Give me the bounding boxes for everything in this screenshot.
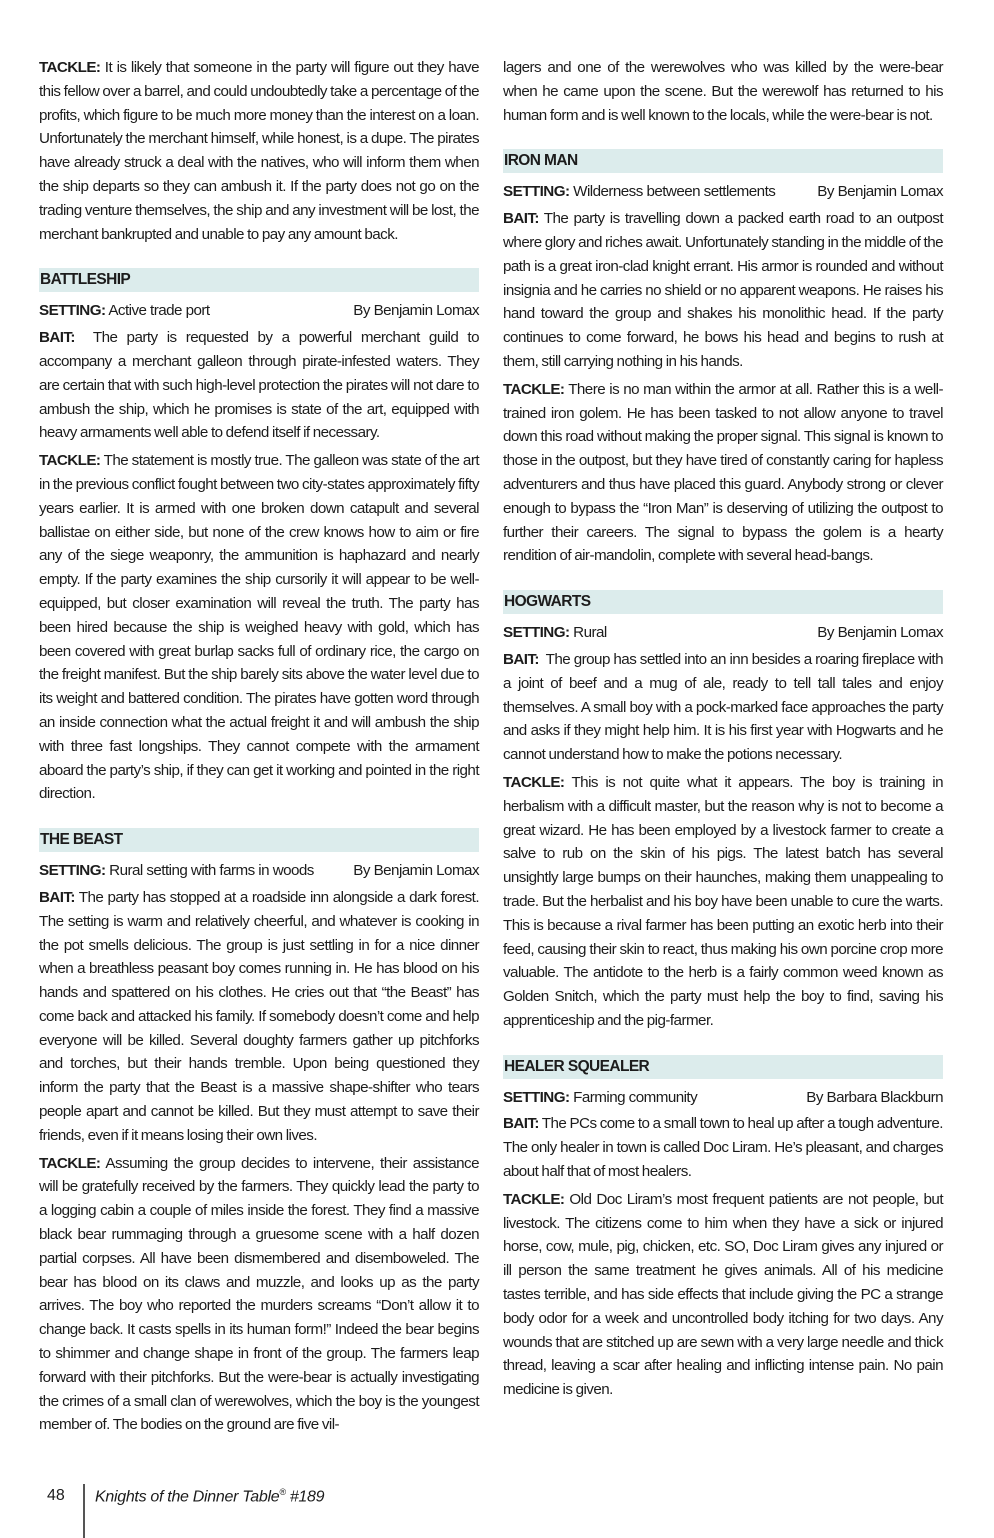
- section-heading-hogwarts: HOGWARTS: [503, 590, 943, 614]
- tackle-paragraph: TACKLE: The statement is mostly true. The galleon was state of the art in the previous conflict fought between two city-states approximately fifty years earlier. It is armed with one broken down catapult and several ballistae on either side, but none of the crew knows how to aim or fire any of the siege weaponry, the ammunition is haphazard and nearly empty. If the party examines the ship cursorily it will appear to be well-equipped, but closer examination will reveal the truth. The party has been hired because the ship is weighed heavy with gold, which has been covered with great burlap sacks full of ordinary rice, the cargo on the freight manifest. But the ship barely sits above the water level due to its weight and battered condition. The pirates have gotten word through an inside connection what the actual freight it and will ambush the ship with three fast longships. They cannot compete with the armament aboard the party’s ship, if they can get it working and pointed in the right direction.: [39, 452, 479, 803]
- publication-title: Knights of the Dinner Table® #189: [95, 1487, 325, 1506]
- continuation-paragraph: lagers and one of the werewolves who was killed by the were-bear when he came upon the scene. But the werewolf has returned to his human form and is well known to the locals, while the were-bear is not.: [503, 59, 943, 124]
- author-byline: By Benjamin Lomax: [353, 302, 479, 320]
- author-byline: By Benjamin Lomax: [353, 862, 479, 880]
- tackle-paragraph: TACKLE: There is no man within the armor at all. Rather this is a well-trained iron golem. He has been tasked to not allow anyone to travel down this road without making the proper signal. This signal is known to those in the outpost, but they have tired of constantly caring for hapless adventurers and thus have placed this guard. Anybody strong or clever enough to bypass the “Iron Man” is deserving of utilizing the outpost to further their careers. The signal to bypass the golem is a hearty rendition of air-mandolin, complete with several head-bangs.: [503, 380, 943, 565]
- setting-line: SETTING: Farming community By Barbara Blackburn: [503, 1086, 943, 1110]
- setting-line: SETTING: Rural By Benjamin Lomax: [503, 621, 943, 645]
- bait-paragraph: BAIT: The party has stopped at a roadside inn alongside a dark forest. The setting is warm and relatively cheerful, and whatever is cooking in the pot smells delicious. The group is just settling in for a nice dinner when a breathless peasant boy comes running in. He has blood on his hands and spattered on his clothes. He cries out that “the Beast” has come back and attacked his family. If somebody doesn’t come and help everyone will be killed. Several doughty farmers gather up pitchforks and torches, but their hands tremble. Upon being questioned they inform the party that the Beast is a massive shape-shifter who tears people apart and cannot be killed. But they must attempt to save their friends, even if it means losing their own lives.: [39, 888, 479, 1144]
- left-column: [39, 56, 479, 1441]
- intro-tackle: TACKLE: It is likely that someone in the party will figure out they have this fellow over a barrel, and could undoubtedly take a percentage of the profits, which figure to be much more money than the interest on a loan. Unfortunately the merchant himself, while honest, is a dupe. The pirates have already struck a deal with the natives, who will inform them when the ship departs so they can ambush it. If the party does not go on the trading venture themselves, the ship and any investment will be lost, the merchant bankrupted and unable to pay any amount back.: [39, 59, 479, 243]
- tackle-paragraph: TACKLE: Old Doc Liram’s most frequent patients are not people, but livestock. The citizens come to him when they have a sick or injured horse, cow, mule, pig, chicken, etc. SO, Doc Liram gives any injured or ill person the same treatment he gives animals. All of his medicine tastes terrible, and has side effects that include giving the PC a strange body odor for a week and uncontrolled body itching for two days. Any wounds that are stitched up are sewn with a very large needle and thick thread, leaving a scar after healing and inflicting intense pain. No pain medicine is given.: [503, 1190, 943, 1399]
- bait-paragraph: BAIT: The group has settled into an inn besides a roaring fireplace with a joint of beef and a mug of ale, ready to tell tall tales and enjoy themselves. A small boy with a pock-marked face approaches the party and asks if they might help him. It is his first year with Hogwarts and he cannot understand how to make the potions necessary.: [503, 650, 943, 764]
- page-number: 48: [47, 1487, 65, 1504]
- section-heading-healer-squealer: HEALER SQUEALER: [503, 1055, 943, 1079]
- page-footer: [0, 1484, 994, 1538]
- setting-line: SETTING: Wilderness between settlements By Benjamin Lomax: [503, 180, 943, 204]
- section-heading-the-beast: THE BEAST: [39, 828, 479, 852]
- section-heading-iron-man: IRON MAN: [503, 149, 943, 173]
- bait-paragraph: BAIT: The party is requested by a powerful merchant guild to accompany a merchant galleon through pirate-infested waters. They are certain that with such high-level protection the pirates will not dare to ambush the ship, which he promises is state of the art, equipped with heavy armaments well able to defend itself if necessary.: [39, 329, 479, 442]
- author-byline: By Benjamin Lomax: [817, 624, 943, 642]
- tackle-paragraph: TACKLE: This is not quite what it appears. The boy is training in herbalism with a difficult master, but the reason why is not to become a great wizard. He has been employed by a livestock farmer to create a salve to rub on the skin of his pigs. The latest batch has several unsightly large bumps on their haunches, making them unappealing to trade. But the herbalist and his boy have been unable to cure the warts. This is because a rival farmer has been putting an exotic herb into their feed, causing their skin to react, thus making his own porcine crop more valuable. The antidote to the herb is a fairly common weed known as Golden Snitch, which the party must help the boy to find, saving his apprenticeship and the pig-farmer.: [503, 773, 943, 1029]
- right-column: [503, 56, 943, 1406]
- footer-divider: [83, 1484, 85, 1538]
- author-byline: By Barbara Blackburn: [806, 1088, 943, 1106]
- section-heading-battleship: BATTLESHIP: [39, 268, 479, 292]
- tackle-paragraph: TACKLE: Assuming the group decides to intervene, their assistance will be gratefully received by the farmers. They quickly lead the party to a logging cabin a couple of miles inside the forest. They find a massive black bear rummaging through a gruesome scene with a half dozen partial corpses. All have been dismembered and disemboweled. The bear has blood on its claws and muzzle, and looks up as the party arrives. The boy who reported the murders screams “Don’t allow it to change back. It casts spells in its human form!” Indeed the bear begins to shimmer and change shape in front of the group. The farmers leap forward with their pitchforks. But the were-bear is actually investigating the crimes of a small clan of werewolves, which the boy is the youngest member of. The bodies on the ground are five vil-: [39, 1154, 479, 1434]
- author-byline: By Benjamin Lomax: [817, 183, 943, 201]
- bait-paragraph: BAIT: The PCs come to a small town to heal up after a tough adventure. The only healer in town is called Doc Liram. He’s pleasant, and charges about half that of most healers.: [503, 1115, 943, 1181]
- setting-line: SETTING: Active trade port By Benjamin Lomax: [39, 299, 479, 323]
- setting-line: SETTING: Rural setting with farms in woods By Benjamin Lomax: [39, 859, 479, 883]
- bait-paragraph: BAIT: The party is travelling down a packed earth road to an outpost where glory and riches await. Unfortunately standing in the middle of the path is a great iron-clad knight errant. His armor is rounded and without insignia and he carries no shield or no apparent weapons. He raises his hand toward the group and shakes his monolithic head. If the party continues to come forward, he bows his head and begins to rush at them, still carrying nothing in his hands.: [503, 210, 943, 370]
